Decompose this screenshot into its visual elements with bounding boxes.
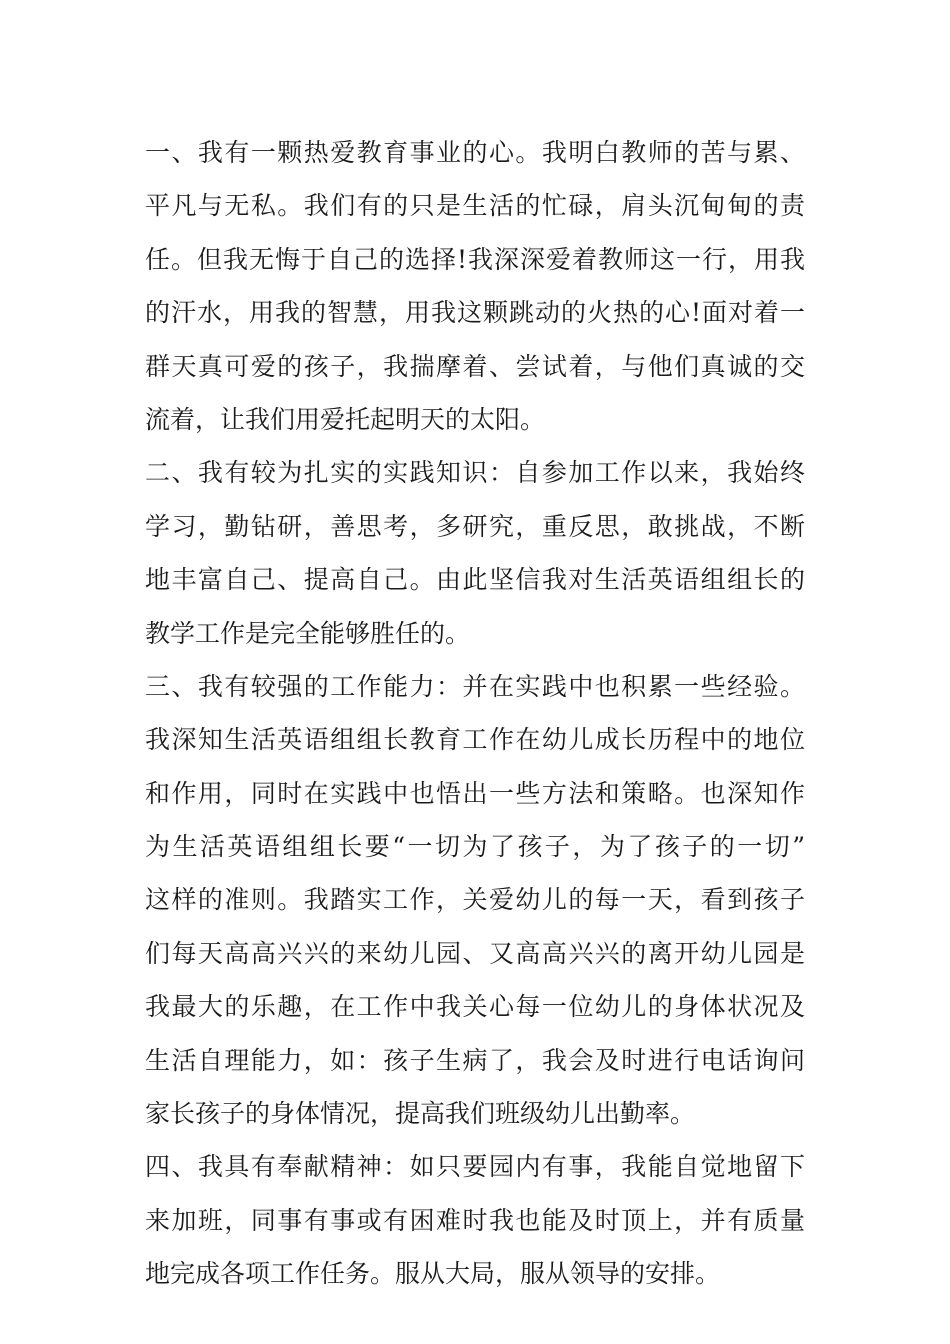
text-line: 教学工作是完全能够胜任的。: [145, 618, 471, 648]
text-line: 的汗水，用我的智慧，用我这颗跳动的火热的心!面对着一: [145, 298, 805, 328]
text-line: 平凡与无私。我们有的只是生活的忙碌，肩头沉甸甸的责: [145, 191, 805, 221]
text-line: 们每天高高兴兴的来幼儿园、又高高兴兴的离开幼儿园是: [145, 938, 805, 968]
document-body: [145, 126, 805, 1301]
paragraph-3: [145, 660, 805, 1141]
text-line: 和作用，同时在实践中也悟出一些方法和策略。也深知作: [145, 778, 805, 808]
text-line: 生活自理能力，如：孩子生病了，我会及时进行电话询问: [145, 1045, 805, 1075]
text-line: 地完成各项工作任务。服从大局，服从领导的安排。: [145, 1259, 721, 1289]
paragraph-4: [145, 1140, 805, 1300]
text-line: 这样的准则。我踏实工作，关爱幼儿的每一天，看到孩子: [145, 885, 805, 915]
text-line: 学习，勤钻研，善思考，多研究，重反思，敢挑战，不断: [145, 511, 805, 541]
text-line: 流着，让我们用爱托起明天的太阳。: [145, 404, 546, 434]
text-line: 地丰富自己、提高自己。由此坚信我对生活英语组组长的: [145, 565, 805, 595]
paragraph-2: [145, 446, 805, 660]
text-line: 三、我有较强的工作能力：并在实践中也积累一些经验。: [145, 671, 805, 701]
text-line: 任。但我无悔于自己的选择!我深深爱着教师这一行，用我: [145, 244, 805, 274]
paragraph-1: [145, 126, 805, 446]
text-line: 家长孩子的身体情况，提高我们班级幼儿出勤率。: [145, 1099, 696, 1129]
text-line: 群天真可爱的孩子，我揣摩着、尝试着，与他们真诚的交: [145, 351, 805, 381]
text-line: 四、我具有奉献精神：如只要园内有事，我能自觉地留下: [145, 1152, 805, 1182]
text-line: 我深知生活英语组组长教育工作在幼儿成长历程中的地位: [145, 725, 805, 755]
text-line: 我最大的乐趣，在工作中我关心每一位幼儿的身体状况及: [145, 992, 805, 1022]
text-line: 来加班，同事有事或有困难时我也能及时顶上，并有质量: [145, 1205, 805, 1235]
text-line: 二、我有较为扎实的实践知识：自参加工作以来，我始终: [145, 458, 805, 488]
text-line: 为生活英语组组长要“一切为了孩子，为了孩子的一切”: [145, 832, 805, 862]
text-line: 一、我有一颗热爱教育事业的心。我明白教师的苦与累、: [145, 138, 805, 167]
